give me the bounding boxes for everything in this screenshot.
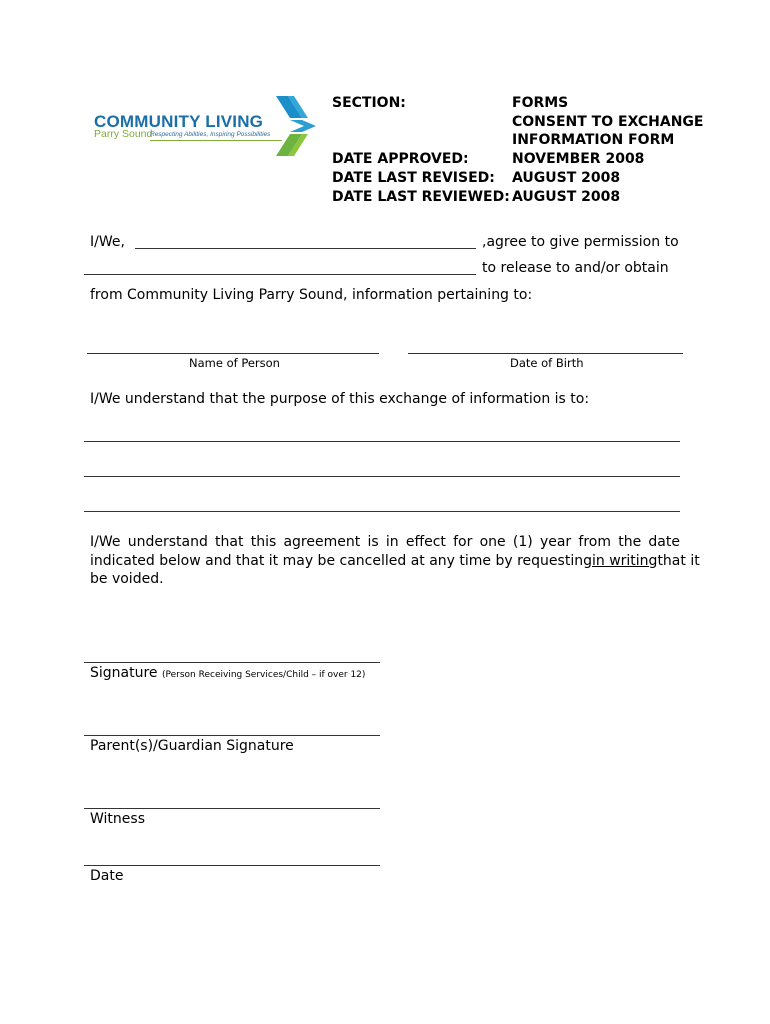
logo-name: COMMUNITY LIVING bbox=[94, 112, 264, 131]
agreement-word: in bbox=[385, 534, 399, 550]
witness-field[interactable] bbox=[84, 808, 380, 809]
section-label: SECTION: bbox=[332, 95, 406, 111]
date-of-birth-field[interactable] bbox=[408, 353, 683, 354]
logo-tagline: Respecting Abilities, Inspiring Possibilities bbox=[150, 131, 271, 138]
in-writing-emphasis: in writing bbox=[591, 552, 658, 569]
signature-note: (Person Receiving Services/Child – if over 12) bbox=[162, 670, 366, 680]
logo-arrow-icon bbox=[272, 94, 318, 158]
date-reviewed-value: AUGUST 2008 bbox=[512, 189, 621, 205]
date-revised-value: AUGUST 2008 bbox=[512, 170, 621, 186]
section-value: FORMS bbox=[512, 95, 569, 111]
logo-rule bbox=[150, 140, 282, 141]
purpose-text: I/We understand that the purpose of this exchange of information is to: bbox=[90, 391, 590, 407]
agreement-word: effect bbox=[405, 534, 446, 550]
purpose-line-3[interactable] bbox=[84, 511, 680, 512]
date-revised-label: DATE LAST REVISED: bbox=[332, 170, 495, 186]
agreement-word: year bbox=[539, 534, 572, 550]
release-party-field[interactable] bbox=[84, 274, 476, 275]
logo-location: Parry Sound bbox=[94, 128, 153, 140]
name-of-person-label: Name of Person bbox=[189, 356, 280, 370]
agreement-paragraph bbox=[90, 533, 700, 589]
iwe-name-field[interactable] bbox=[135, 248, 476, 249]
signature-caption bbox=[90, 664, 365, 684]
date-field[interactable] bbox=[84, 865, 380, 866]
agreement-word: agreement bbox=[283, 534, 361, 550]
date-approved-value: NOVEMBER 2008 bbox=[512, 151, 645, 167]
agreement-word: date bbox=[648, 534, 680, 550]
name-of-person-field[interactable] bbox=[87, 353, 379, 354]
form-title-line2: INFORMATION FORM bbox=[512, 132, 675, 148]
agreement-line-2-end: that it bbox=[657, 552, 700, 569]
agreement-word: one bbox=[479, 534, 506, 550]
agreement-line-1 bbox=[90, 533, 680, 552]
witness-label: Witness bbox=[90, 811, 145, 827]
guardian-signature-label: Parent(s)/Guardian Signature bbox=[90, 738, 294, 754]
agreement-line-2 bbox=[90, 552, 700, 571]
date-label: Date bbox=[90, 868, 124, 884]
iwe-label: I/We, bbox=[90, 234, 125, 250]
agreement-line-3: be voided. bbox=[90, 571, 164, 587]
agree-text: ,agree to give permission to bbox=[482, 234, 679, 250]
signature-field[interactable] bbox=[84, 662, 380, 663]
release-text: to release to and/or obtain bbox=[482, 260, 669, 276]
agreement-word: for bbox=[453, 534, 473, 550]
form-title-line1: CONSENT TO EXCHANGE bbox=[512, 114, 704, 130]
from-text: from Community Living Parry Sound, information pertaining to: bbox=[90, 287, 533, 303]
agreement-word: the bbox=[618, 534, 642, 550]
agreement-word: this bbox=[250, 534, 277, 550]
date-approved-label: DATE APPROVED: bbox=[332, 151, 469, 167]
agreement-word: understand bbox=[127, 534, 208, 550]
signature-label: Signature bbox=[90, 665, 158, 681]
agreement-word: from bbox=[578, 534, 611, 550]
community-living-logo bbox=[92, 94, 318, 158]
agreement-word: that bbox=[215, 534, 244, 550]
agreement-line-2-start: indicated below and that it may be cancelled at any time by requesting bbox=[90, 552, 592, 569]
purpose-line-2[interactable] bbox=[84, 476, 680, 477]
purpose-line-1[interactable] bbox=[84, 441, 680, 442]
agreement-word: I/We bbox=[90, 534, 121, 550]
agreement-word: (1) bbox=[512, 534, 533, 550]
agreement-word: is bbox=[367, 534, 379, 550]
date-reviewed-label: DATE LAST REVIEWED: bbox=[332, 189, 510, 205]
guardian-signature-field[interactable] bbox=[84, 735, 380, 736]
date-of-birth-label: Date of Birth bbox=[510, 356, 584, 370]
